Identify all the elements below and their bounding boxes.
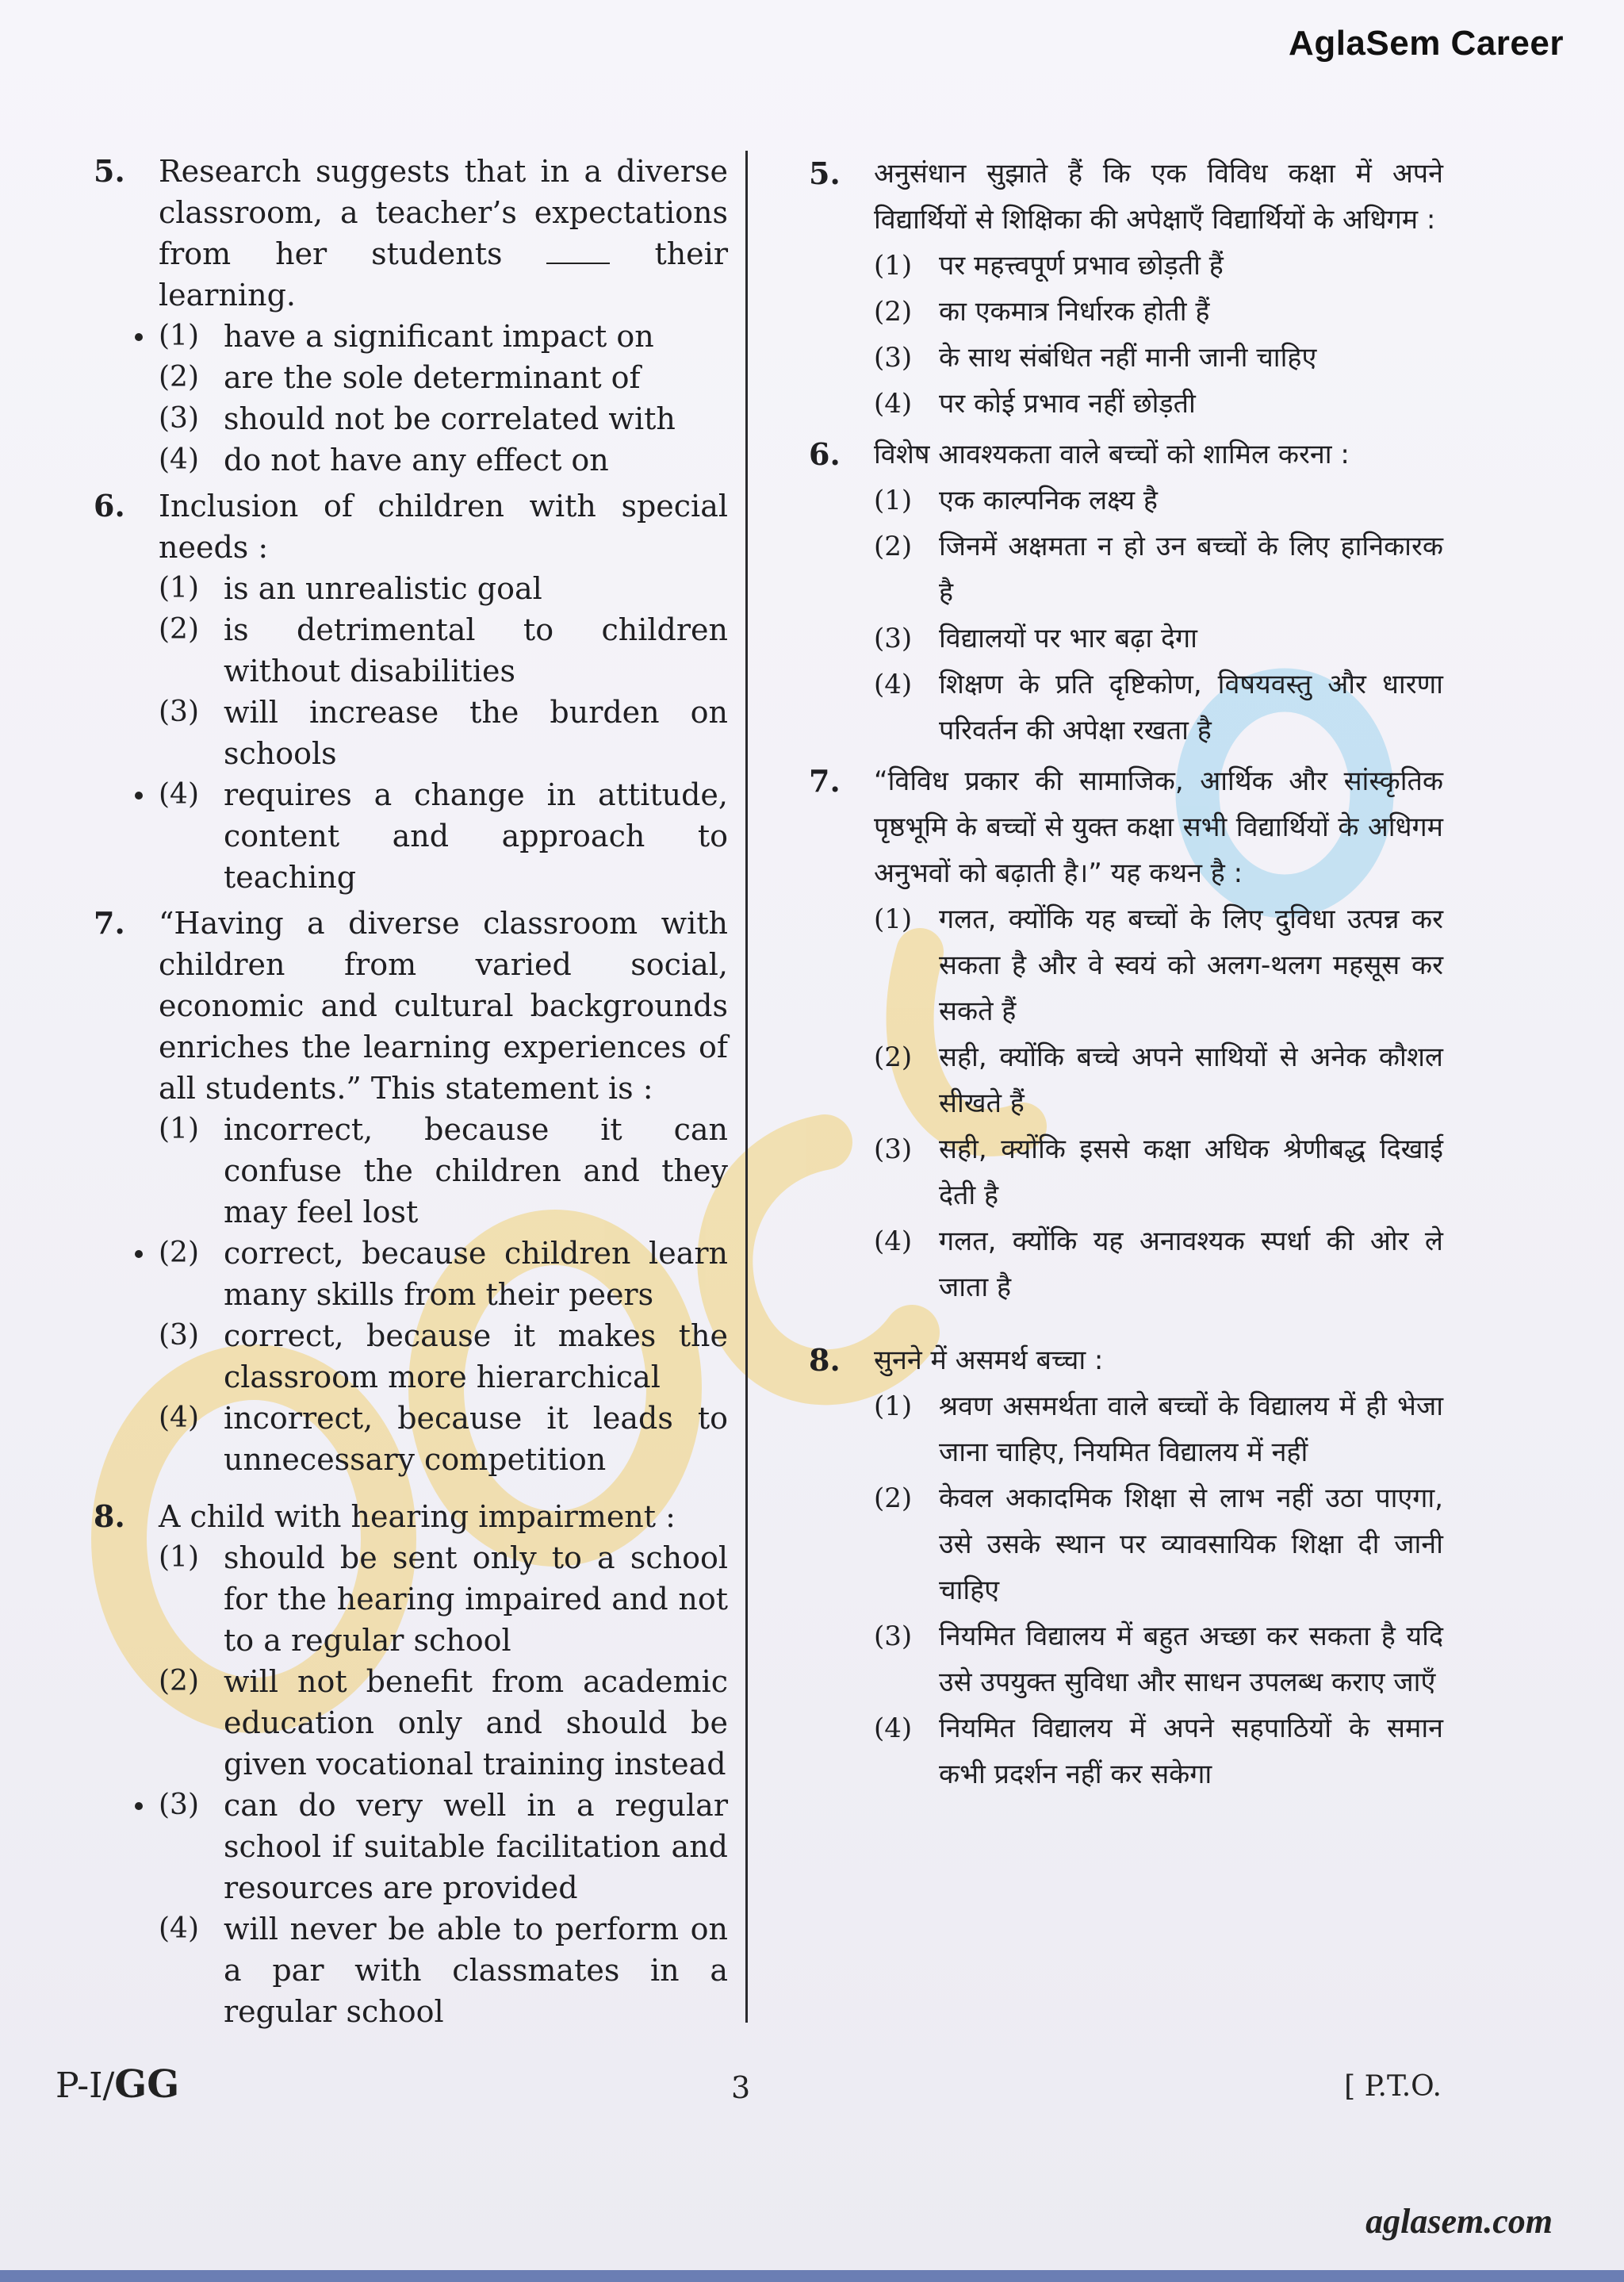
- question-5-en: [94, 151, 728, 481]
- paper-code: P-I/GG: [56, 2062, 180, 2107]
- answer-mark: [135, 333, 143, 341]
- question-stem: “विविध प्रकार की सामाजिक, आर्थिक और सांस्कृतिक पृष्ठभूमि के बच्चों से युक्त कक्षा सभी विद्यार्थियों के अधिगम अनुभवों को बढ़ाती है।” यह कथन है :: [874, 765, 1443, 889]
- answer-mark: [135, 1802, 143, 1810]
- option: (1) incorrect, because it can confuse the children and they may feel lost: [159, 1112, 728, 1229]
- pto-label: [ P.T.O.: [1344, 2070, 1442, 2103]
- question-number: 5.: [94, 153, 125, 189]
- question-number: 6.: [809, 436, 841, 472]
- option: (3) can do very well in a regular school if suitable facilitation and resources are provided: [159, 1785, 728, 1908]
- option: (3) नियमित विद्यालय में बहुत अच्छा कर सकता है यदि उसे उपयुक्त सुविधा और साधन उपलब्ध कराए जाएँ: [874, 1620, 1443, 1698]
- option: (1) पर महत्त्वपूर्ण प्रभाव छोड़ती हैं: [874, 250, 1224, 282]
- option: (4) नियमित विद्यालय में अपने सहपाठियों के समान कभी प्रदर्शन नहीं कर सकेगा: [874, 1712, 1443, 1790]
- question-stem: सुनने में असमर्थ बच्चा :: [874, 1344, 1104, 1376]
- question-6-en: [94, 485, 728, 898]
- option: (4) requires a change in attitude, content and approach to teaching: [159, 774, 728, 898]
- answer-mark: [135, 792, 143, 800]
- option: (3) will increase the burden on schools: [159, 695, 728, 771]
- option: (4) do not have any effect on: [159, 443, 609, 477]
- option: (2) केवल अकादमिक शिक्षा से लाभ नहीं उठा पाएगा, उसे उसके स्थान पर व्यावसायिक शिक्षा दी जानी चाहिए: [874, 1482, 1443, 1606]
- question-stem: “Having a diverse classroom with children from varied social, economic and cultural backgrounds enriches the learning experiences of all students.” This statement is :: [159, 906, 728, 1106]
- option: (2) सही, क्योंकि बच्चे अपने साथियों से अनेक कौशल सीखते हैं: [874, 1041, 1443, 1119]
- question-7-en: [94, 903, 728, 1480]
- option: (4) will never be able to perform on a par with classmates in a regular school: [159, 1912, 728, 2029]
- option: (2) are the sole determinant of: [159, 360, 641, 395]
- option: (2) का एकमात्र निर्धारक होती हैं: [874, 296, 1210, 328]
- option: (1) श्रवण असमर्थता वाले बच्चों के विद्यालय में ही भेजा जाना चाहिए, नियमित विद्यालय में नहीं: [874, 1390, 1443, 1468]
- option: (2) is detrimental to children without disabilities: [159, 612, 728, 688]
- column-divider: [745, 151, 748, 2023]
- hindi-column: [809, 151, 1443, 1797]
- question-number: 8.: [809, 1342, 841, 1378]
- option: (1) गलत, क्योंकि यह बच्चों के लिए दुविधा उत्पन्न कर सकता है और वे स्वयं को अलग-थलग महसूस कर सकते हैं: [874, 903, 1443, 1027]
- question-stem: Research suggests that in a diverse classroom, a teacher’s expectations from her students their learning.: [159, 154, 728, 313]
- option: (4) पर कोई प्रभाव नहीं छोड़ती: [874, 388, 1196, 420]
- question-stem: अनुसंधान सुझाते हैं कि एक विविध कक्षा में अपने विद्यार्थियों से शिक्षिका की अपेक्षाएँ विद्यार्थियों के अधिगम :: [874, 158, 1443, 236]
- option: (3) should not be correlated with: [159, 401, 676, 436]
- page-number: 3: [731, 2070, 751, 2105]
- option: (1) should be sent only to a school for the hearing impaired and not to a regular school: [159, 1540, 728, 1658]
- question-6-hi: [809, 431, 1443, 754]
- question-stem: विशेष आवश्यकता वाले बच्चों को शामिल करना :: [874, 439, 1350, 470]
- option: (1) have a significant impact on: [159, 316, 728, 357]
- brand-label: AglaSem Career: [1289, 24, 1564, 63]
- option: (2) correct, because children learn many skills from their peers: [159, 1233, 728, 1315]
- question-number: 6.: [94, 488, 125, 524]
- question-number: 7.: [809, 763, 841, 799]
- question-number: 8.: [94, 1498, 125, 1534]
- option: (3) correct, because it makes the classroom more hierarchical: [159, 1318, 728, 1394]
- option: (3) के साथ संबंधित नहीं मानी जानी चाहिए: [874, 342, 1317, 374]
- option: (2) जिनमें अक्षमता न हो उन बच्चों के लिए हानिकारक है: [874, 531, 1443, 608]
- question-8-en: [94, 1496, 728, 2032]
- option: (4) incorrect, because it leads to unnecessary competition: [159, 1401, 728, 1477]
- question-8-hi: [809, 1337, 1443, 1797]
- option: (3) सही, क्योंकि इससे कक्षा अधिक श्रेणीबद्ध दिखाई देती है: [874, 1133, 1443, 1211]
- question-number: 5.: [809, 155, 841, 191]
- question-number: 7.: [94, 905, 125, 941]
- option: (3) विद्यालयों पर भार बढ़ा देगा: [874, 623, 1197, 654]
- option: (4) शिक्षण के प्रति दृष्टिकोण, विषयवस्तु और धारणा परिवर्तन की अपेक्षा रखता है: [874, 669, 1443, 746]
- question-7-hi: [809, 758, 1443, 1310]
- question-stem: Inclusion of children with special needs :: [159, 489, 728, 565]
- option: (1) is an unrealistic goal: [159, 571, 542, 606]
- site-watermark-text: aglasem.com: [1365, 2202, 1553, 2241]
- answer-mark: [135, 1250, 143, 1258]
- fill-blank: [546, 262, 610, 264]
- bottom-band: [0, 2270, 1624, 2282]
- option: (2) will not benefit from academic education only and should be given vocational training instead: [159, 1664, 728, 1781]
- english-column: [94, 151, 728, 2032]
- option: (1) एक काल्पनिक लक्ष्य है: [874, 485, 1158, 516]
- question-5-hi: [809, 151, 1443, 427]
- question-stem: A child with hearing impairment :: [159, 1499, 676, 1534]
- option: (4) गलत, क्योंकि यह अनावश्यक स्पर्धा की ओर ले जाता है: [874, 1225, 1443, 1303]
